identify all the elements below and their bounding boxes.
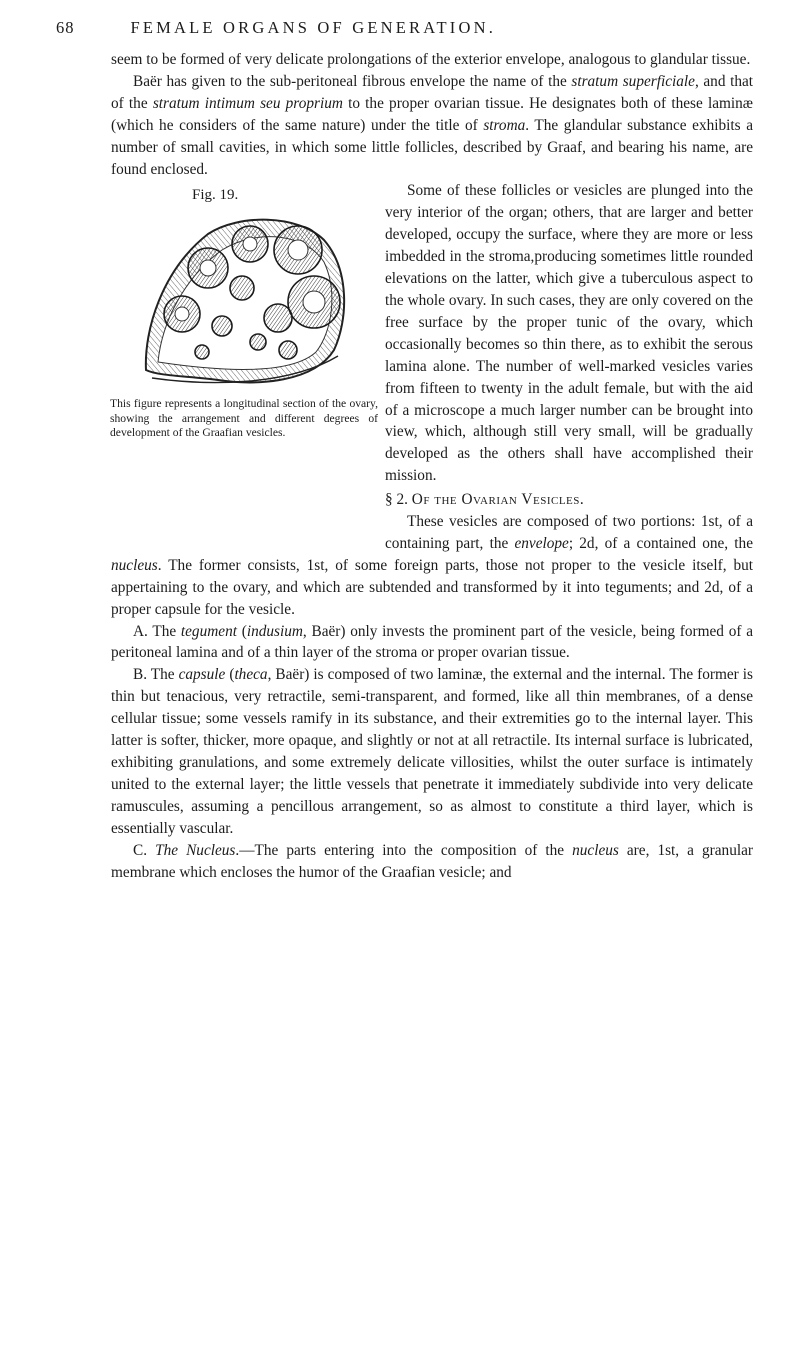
- paragraph-baer-stroma: [111, 71, 753, 181]
- figure-caption: This figure represents a longitudinal section of the ovary, showing the arrangement and different degrees of development of the Graafian vesicles.: [110, 397, 378, 440]
- text-run: , and that of the: [111, 72, 754, 112]
- text-run: . The glandular substance exhibits a number of small cavities, in which some little follicles, described by Graaf, and bearing his name, are found enclosed.: [111, 116, 753, 178]
- term-tegument: tegument: [180, 622, 237, 640]
- figure-19: [110, 180, 378, 542]
- term-stratum-intimum: stratum intimum seu proprium: [152, 94, 343, 112]
- text-run: (: [236, 622, 247, 640]
- ovary-section-illustration: [138, 210, 350, 388]
- text-run: C.: [133, 841, 156, 859]
- paragraph-b-capsule: [111, 664, 753, 839]
- section-number: § 2.: [385, 491, 408, 509]
- running-header: [56, 18, 726, 38]
- page-number: 68: [56, 18, 75, 37]
- term-indusium: indusium: [246, 622, 303, 640]
- term-capsule: capsule: [178, 666, 226, 684]
- text-run: A. The: [133, 622, 181, 640]
- figure-label: Fig. 19.: [192, 187, 239, 204]
- text-run: (: [225, 666, 235, 684]
- text-run: These vesicles are composed of two portions: 1st, of a containing part, the: [385, 513, 753, 552]
- term-nucleus: nucleus: [111, 556, 158, 574]
- term-envelope: envelope: [514, 534, 569, 552]
- text-run: Baër has given to the sub-peritoneal fibrous envelope the name of the: [133, 72, 572, 90]
- term-theca: theca: [234, 666, 268, 684]
- text-run: are, 1st, a granular membrane which encloses the humor of the Graafian vesicle; and: [111, 841, 753, 881]
- text-run: , Baër) only invests the prominent part of the vesicle, being formed of a peritoneal lamina and of a thin layer of the stroma or proper ovarian tissue.: [111, 622, 753, 662]
- term-stroma: stroma: [483, 116, 526, 134]
- text-run: .—The parts entering into the composition of the: [235, 841, 573, 859]
- section-title: Of the Ovarian Vesicles.: [411, 491, 585, 509]
- text-run: , Baër) is composed of two laminæ, the external and the internal. The former is thin but tenacious, very retractile, semi-transparent, and formed, like all thin membranes, of a dense cellular tissue; some vessels ramify in its substance, and their extremities go to the internal layer. This latter is softer, thicker, more opaque, and slightly or not at all retractile. Its internal surface is lubricated, exhibiting granulations, and some extremely delicate villosities, whilst the outer surface is intimately united to the external layer; the little vessels that penetrate it immediately subdivide into very delicate ramuscules, assuming a pencillous arrangement, so as almost to constitute a third layer, which is essentially vascular.: [111, 666, 753, 837]
- term-the-nucleus: The Nucleus: [155, 841, 236, 859]
- text-run: to the proper ovarian tissue. He designates both of these laminæ (which he considers of the same nature) under the title of: [111, 94, 753, 134]
- body-text: [111, 49, 753, 883]
- paragraph-c-nucleus: [111, 840, 753, 884]
- paragraph-a-tegument: [111, 621, 753, 665]
- paragraph-follicles: Some of these follicles or vesicles are plunged into the very interior of the organ; others, that are larger and better developed, occupy the surface, where they are more or less imbedded in the stroma,producing sometimes little rounded elevations on the latter, which give a tuberculous aspect to the whole ovary. In such cases, they are only covered on the free surface by the proper tunic of the ovary, which occasionally becomes so thin there, as to exhibit the serous lamina alone. The number of well-marked vesicles varies from fifteen to twenty in the adult female, but with the aid of a microscope a much larger number can be brought into view, which, although still very small, will be gradually developed as the others shall have accomplished their mission.: [385, 182, 753, 485]
- text-run: B. The: [133, 666, 179, 684]
- running-title: FEMALE ORGANS OF GENERATION.: [130, 18, 497, 37]
- term-nucleus: nucleus: [572, 841, 619, 859]
- paragraph-continuation: seem to be formed of very delicate prolongations of the exterior envelope, analogous to glandular tissue.: [111, 51, 751, 68]
- term-stratum-superficiale: stratum superficiale: [571, 72, 695, 90]
- text-run: . The former consists, 1st, of some foreign parts, those not proper to the vesicle itself, but appertaining to the ovary, and which are subtended and transformed by it into teguments; and 2d, of a proper capsule for the vesicle.: [111, 556, 753, 618]
- text-run: ; 2d, of a contained one, the: [568, 534, 753, 552]
